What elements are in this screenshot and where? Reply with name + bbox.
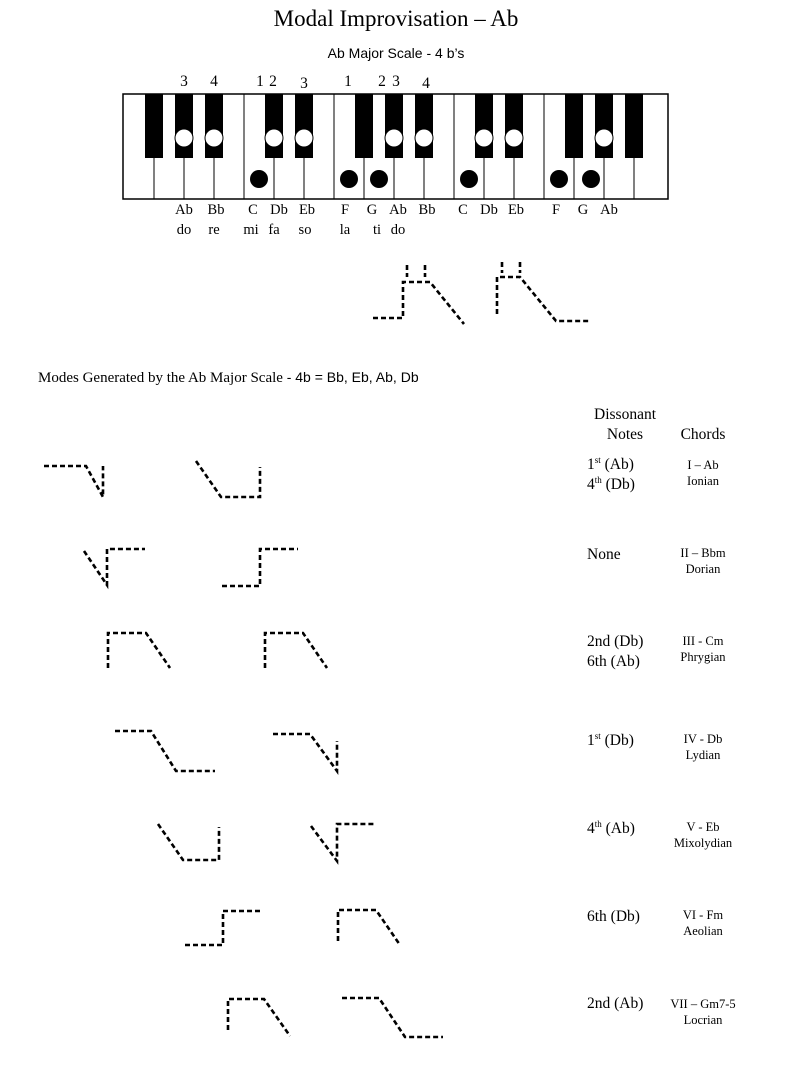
scale-note-marker	[295, 129, 313, 147]
note: (Ab)	[604, 456, 634, 473]
dissonant-line	[587, 455, 635, 475]
note-name: Eb	[507, 202, 525, 218]
note-name: C	[458, 202, 468, 218]
finger-number: 2	[378, 73, 386, 90]
finger-number: 3	[300, 75, 308, 92]
scale-shape	[497, 277, 590, 321]
ordinal-suffix: st	[594, 455, 601, 465]
note-name: Ab	[175, 202, 193, 218]
solfege-syllable: fa	[268, 222, 280, 238]
mode-shape-ionian-a	[44, 466, 103, 497]
ordinal-suffix: st	[594, 731, 601, 741]
chord-numeral: I – Ab	[687, 458, 719, 472]
ordinal: 4	[587, 476, 595, 493]
dissonant-header-line1: Dissonant	[594, 406, 656, 423]
mode-name: Locrian	[683, 1013, 723, 1027]
scale-note-marker	[265, 129, 283, 147]
scale-key: Ab Major Scale	[327, 45, 423, 61]
solfege-syllable: mi	[243, 222, 259, 238]
dissonant-line: None	[587, 546, 621, 563]
dissonant-notes-mixolydian	[587, 819, 635, 839]
mode-shape-aeolian-b	[338, 910, 400, 945]
dissonant-header-line2: Notes	[606, 426, 644, 443]
black-key	[355, 94, 373, 158]
scale-note-marker	[340, 170, 358, 188]
ordinal-suffix: th	[594, 475, 602, 485]
mode-shape-phrygian-a	[108, 633, 170, 668]
scale-note-marker	[175, 129, 193, 147]
mode-shape-lydian-b	[273, 734, 337, 771]
modes-heading-suffix: - 4b = Bb, Eb, Ab, Db	[286, 369, 419, 385]
solfege-syllable: do	[390, 222, 406, 238]
chord-dorian	[660, 545, 746, 577]
mode-shape-locrian-b	[342, 998, 443, 1037]
mode-name: Phrygian	[680, 650, 726, 664]
dissonant-line: 2nd (Db)	[587, 633, 644, 650]
mode-shape-mixolydian-a	[158, 824, 219, 860]
black-key	[505, 94, 523, 158]
finger-number: 3	[392, 73, 400, 90]
note-name: Db	[480, 202, 498, 218]
scale-note-marker	[205, 129, 223, 147]
mode-shape-ionian-b	[196, 461, 260, 497]
dissonant-line	[587, 731, 634, 751]
ordinal-suffix: th	[594, 819, 602, 829]
note-name: F	[551, 202, 561, 218]
mode-name: Lydian	[685, 748, 721, 762]
mode-shape-dorian-a	[84, 549, 145, 585]
ordinal: 1	[587, 732, 595, 749]
piano-keyboard	[123, 94, 668, 199]
mode-shape-lydian-a	[115, 731, 215, 771]
note: (Ab)	[601, 820, 635, 837]
chord-aeolian	[660, 907, 746, 939]
dissonant-notes-dorian	[587, 545, 621, 565]
solfege-syllable: re	[208, 222, 220, 238]
note-name: Ab	[389, 202, 407, 218]
black-key	[145, 94, 163, 158]
black-key	[175, 94, 193, 158]
black-key	[565, 94, 583, 158]
black-key	[385, 94, 403, 158]
mode-shape-locrian-a	[228, 999, 290, 1036]
scale-detail: - 4 b’s	[422, 45, 465, 61]
note-name: Bb	[418, 202, 436, 218]
dissonant-notes-lydian	[587, 731, 634, 751]
finger-number: 2	[269, 73, 277, 90]
note-name: F	[340, 202, 350, 218]
scale-note-marker	[460, 170, 478, 188]
finger-number: 1	[344, 73, 352, 90]
black-key	[625, 94, 643, 158]
note-name: G	[577, 202, 589, 218]
ordinal: 1	[587, 456, 595, 473]
black-key	[265, 94, 283, 158]
chords-header: Chords	[680, 426, 726, 443]
chord-phrygian	[660, 633, 746, 665]
scale-note-marker	[550, 170, 568, 188]
scale-note-marker	[505, 129, 523, 147]
note-name: G	[366, 202, 378, 218]
finger-number: 4	[422, 75, 430, 92]
modes-heading	[38, 369, 419, 387]
black-key	[595, 94, 613, 158]
black-key	[295, 94, 313, 158]
scale-note-marker	[582, 170, 600, 188]
solfege-syllable: ti	[372, 222, 382, 238]
modes-heading-prefix: Modes Generated by the Ab Major Scale	[38, 370, 287, 386]
black-key	[415, 94, 433, 158]
solfege-syllable: do	[176, 222, 192, 238]
dissonant-notes-ionian	[587, 455, 635, 495]
chord-numeral: V - Eb	[686, 820, 720, 834]
note-name: Db	[270, 202, 288, 218]
ordinal: 4	[587, 820, 595, 837]
scale-note-marker	[370, 170, 388, 188]
chord-numeral: VII – Gm7-5	[670, 997, 736, 1011]
chord-numeral: II – Bbm	[680, 546, 726, 560]
finger-number: 4	[210, 73, 218, 90]
dissonant-line: 6th (Ab)	[587, 653, 640, 670]
mode-name: Dorian	[685, 562, 721, 576]
solfege-syllable: la	[339, 222, 351, 238]
chord-locrian	[660, 996, 746, 1028]
scale-note-marker	[595, 129, 613, 147]
chord-lydian	[660, 731, 746, 763]
dissonant-line	[587, 475, 635, 495]
mode-shape-dorian-b	[222, 549, 298, 586]
dissonant-notes-phrygian	[587, 632, 643, 672]
scale-note-marker	[415, 129, 433, 147]
note-name: Eb	[298, 202, 316, 218]
chord-numeral: IV - Db	[683, 732, 723, 746]
note: (Db)	[605, 476, 635, 493]
mode-name: Mixolydian	[673, 836, 733, 850]
page-title: Modal Improvisation – Ab	[273, 6, 519, 31]
black-keys	[145, 94, 643, 158]
chord-mixolydian	[660, 819, 746, 851]
scale-shape	[373, 282, 464, 324]
scale-note-marker	[475, 129, 493, 147]
mode-name: Aeolian	[683, 924, 723, 938]
mode-name: Ionian	[687, 474, 719, 488]
dissonant-notes-locrian	[587, 994, 643, 1014]
mode-shape-aeolian-a	[185, 911, 261, 945]
dissonant-line	[587, 819, 635, 839]
finger-number: 3	[180, 73, 188, 90]
finger-number: 1	[256, 73, 264, 90]
chord-numeral: VI - Fm	[682, 908, 724, 922]
black-key	[205, 94, 223, 158]
mode-shape-phrygian-b	[265, 633, 327, 668]
scale-note-marker	[250, 170, 268, 188]
note-name: Ab	[600, 202, 618, 218]
note: (Db)	[604, 732, 634, 749]
black-key	[475, 94, 493, 158]
dissonant-line: 2nd (Ab)	[587, 995, 644, 1012]
scale-note-marker	[385, 129, 403, 147]
note-name: C	[248, 202, 258, 218]
chord-numeral: III - Cm	[682, 634, 724, 648]
mode-shape-mixolydian-b	[311, 824, 375, 861]
chord-ionian	[660, 457, 746, 489]
solfege-syllable: so	[298, 222, 312, 238]
dissonant-notes-aeolian	[587, 907, 640, 927]
note-name: Bb	[207, 202, 225, 218]
dissonant-line: 6th (Db)	[587, 908, 640, 925]
